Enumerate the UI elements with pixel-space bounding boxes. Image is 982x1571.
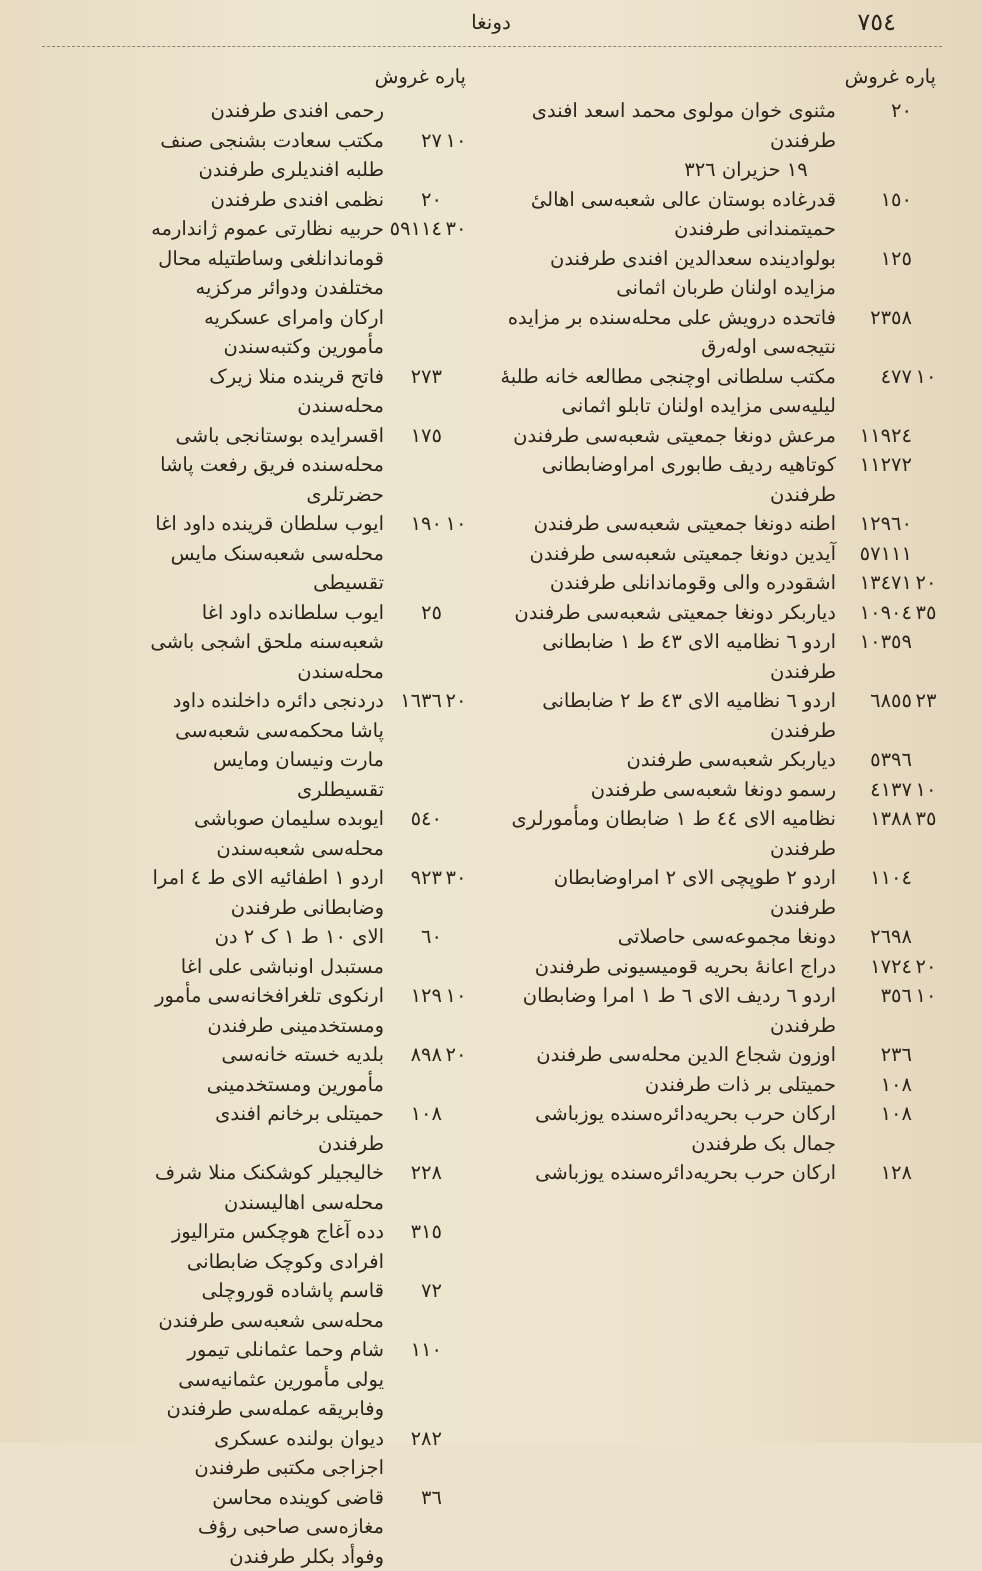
amount	[836, 244, 940, 303]
entry-description: نظامیه الای ٤٤ ط ١ ضابطان ومأمورلری طرفندن	[492, 804, 836, 863]
amount	[384, 804, 470, 863]
entry-description: دیاربکر دونغا جمعیتی شعبه‌سی طرفندن	[492, 598, 836, 628]
entry-description: مرعش دونغا جمعیتی شعبه‌سی طرفندن	[492, 421, 836, 451]
entry-list	[150, 96, 470, 1571]
amount	[836, 952, 940, 982]
ghurush-amount: ٢٦٩٨	[870, 922, 912, 952]
para-amount: ٢٠	[442, 686, 470, 716]
amount	[384, 1099, 470, 1158]
ghurush-amount: ٢٧٣	[411, 362, 442, 392]
ghurush-amount: ٦٠	[421, 922, 442, 952]
amount	[836, 362, 940, 421]
entry-description: بولوادینده سعدالدین افندی طرفندن مزایده اولنان طربان اثمانی	[492, 244, 836, 303]
ghurush-amount: ١٥٠	[881, 185, 912, 215]
amount	[384, 1483, 470, 1571]
ledger-entry	[492, 421, 940, 451]
ghurush-amount: ٤٧٧	[881, 362, 912, 392]
amount	[836, 421, 940, 451]
entry-list	[492, 96, 940, 1188]
ghurush-amount: ١٦٣٦	[400, 686, 442, 716]
para-amount: ١٠	[442, 981, 470, 1011]
ghurush-amount: ٣٦	[421, 1483, 442, 1513]
ledger-entry	[150, 126, 470, 185]
entry-description: دونغا مجموعه‌سی حاصلاتی	[492, 922, 836, 952]
para-amount: ٢٠	[912, 952, 940, 982]
amount	[384, 863, 470, 922]
ledger-entry	[150, 1276, 470, 1335]
ghurush-amount: ١٩٠	[411, 509, 442, 539]
entry-description: حربیه نظارتی عموم ژاندارمه قوماندانلغی وساطتیله محال مختلفدن ودوائر مرکزیه ارکان وامرای عسکریه مأمورین وکتبه‌سندن	[150, 214, 384, 362]
para-amount: ٢٠	[442, 1040, 470, 1070]
column-header-label: پاره غروش	[845, 65, 940, 88]
entry-description: ارکان حرب بحریه‌دائره‌سنده یوزباشی	[492, 1158, 836, 1188]
page-header	[40, 4, 942, 44]
ghurush-amount: ٨٩٨	[411, 1040, 442, 1070]
para-amount: ١٠	[912, 981, 940, 1011]
ghurush-amount: ٢٥	[421, 598, 442, 628]
ghurush-amount: ٥٩١١٤	[390, 214, 442, 244]
ledger-entry	[492, 775, 940, 805]
column-header	[150, 62, 470, 96]
para-amount: ٣٥	[912, 804, 940, 834]
entry-description: دده آغاج هوچکس متراليوز افرادی وکوچک ضابطانی	[150, 1217, 384, 1276]
ledger-entry	[492, 804, 940, 863]
ghurush-amount: ١١٠٤	[870, 863, 912, 893]
ledger-entry	[492, 568, 940, 598]
entry-description: اقسرایده بوستانجی باشی محله‌سنده فریق رفعت پاشا حضرتلری	[150, 421, 384, 510]
entry-description: دردنجی دائره داخلنده داود پاشا محکمه‌سی شعبه‌سی مارت ونیسان ومایس تقسیطلری	[150, 686, 384, 804]
entry-description: الای ١٠ ط ١ ک ٢ دن مستبدل اونباشی علی اغا	[150, 922, 384, 981]
running-title: دونغا	[471, 10, 511, 34]
amount	[384, 1424, 470, 1483]
ledger-entry	[492, 362, 940, 421]
ghurush-amount: ١٢٥	[881, 244, 912, 274]
ghurush-amount: ٢٢٨	[411, 1158, 442, 1188]
entry-description: دراج اعانهٔ بحریه قومیسیونی طرفندن	[492, 952, 836, 982]
ledger-entry	[492, 509, 940, 539]
amount	[836, 1099, 940, 1158]
ghurush-amount: ٥٧١١١	[860, 539, 912, 569]
para-amount: ٢٠	[912, 568, 940, 598]
ledger-entry	[492, 981, 940, 1040]
page-number: ٧٥٤	[857, 8, 896, 36]
left-column	[150, 62, 470, 1571]
ghurush-amount: ٣٥٦	[881, 981, 912, 1011]
ledger-entry	[150, 509, 470, 598]
ghurush-amount: ٥٣٩٦	[870, 745, 912, 775]
ghurush-amount: ١٣٨٨	[870, 804, 912, 834]
ghurush-amount: ٢٣٦	[881, 1040, 912, 1070]
ledger-entry	[150, 922, 470, 981]
entry-description: اشقودره والی وقوماندانلی طرفندن	[492, 568, 836, 598]
ghurush-amount: ١١٢٧٢	[860, 450, 912, 480]
amount	[836, 1040, 940, 1070]
entry-description: اردو ٦ نظامیه الای ٤٣ ط ١ ضابطانی طرفندن	[492, 627, 836, 686]
entry-description: اردو ٦ نظامیه الای ٤٣ ط ٢ ضابطانی طرفندن	[492, 686, 836, 745]
amount	[384, 1040, 470, 1099]
ledger-entry	[150, 598, 470, 687]
para-amount: ١٠	[912, 775, 940, 805]
entry-description: دیاربکر شعبه‌سی طرفندن	[492, 745, 836, 775]
amount	[836, 509, 940, 539]
ledger-entry	[150, 981, 470, 1040]
entry-description: قاسم پاشاده قوروچلی محله‌سی شعبه‌سی طرفندن	[150, 1276, 384, 1335]
amount	[384, 421, 470, 510]
ghurush-amount: ١١٩٢٤	[860, 421, 912, 451]
amount	[836, 922, 940, 952]
ghurush-amount: ٢٣٥٨	[870, 303, 912, 333]
amount	[836, 981, 940, 1040]
column-header-label: پاره غروش	[375, 65, 470, 88]
para-amount: ١٠	[442, 509, 470, 539]
amount	[836, 539, 940, 569]
entry-description: فاتح قرینده منلا زیرک محله‌سندن	[150, 362, 384, 421]
para-amount: ٣٠	[442, 214, 470, 244]
amount	[836, 863, 940, 922]
amount	[836, 686, 940, 745]
ledger-entry	[150, 863, 470, 922]
amount	[836, 185, 940, 244]
ledger-entry	[492, 745, 940, 775]
ledger-entry	[150, 1424, 470, 1483]
ghurush-amount: ٤١٣٧	[870, 775, 912, 805]
entry-description: خالیجیلر کوشکنک منلا شرف محله‌سی اهالیسندن	[150, 1158, 384, 1217]
entry-description: ایوبده سلیمان صوباشی محله‌سی شعبه‌سندن	[150, 804, 384, 863]
date-line: ١٩ حزیران ٣٢٦	[492, 155, 940, 185]
amount	[384, 598, 470, 687]
entry-description: اطنه دونغا جمعیتی شعبه‌سی طرفندن	[492, 509, 836, 539]
amount	[384, 126, 470, 185]
amount	[836, 627, 940, 686]
header-rule	[42, 46, 942, 47]
para-amount: ١٠	[912, 362, 940, 392]
amount	[384, 185, 470, 215]
ledger-entry	[492, 450, 940, 509]
entry-description: بلدیه خسته خانه‌سی مأمورین ومستخدمینی	[150, 1040, 384, 1099]
ghurush-amount: ٢٧	[421, 126, 442, 156]
ghurush-amount: ١٠٩٠٤	[860, 598, 912, 628]
para-amount: ٢٣	[912, 686, 940, 716]
ledger-entry	[492, 185, 940, 244]
ledger-entry	[492, 1070, 940, 1100]
amount	[836, 96, 940, 155]
ghurush-amount: ١٧٢٤	[870, 952, 912, 982]
ledger-entry	[150, 96, 470, 126]
entry-description: مکتب سعادت بشنجی صنف طلبه افندیلری طرفندن	[150, 126, 384, 185]
ghurush-amount: ١٣٤٧١	[860, 568, 912, 598]
entry-description: ایوب سلطانده داود اغا شعبه‌سنه ملحق اشجی باشی محله‌سندن	[150, 598, 384, 687]
amount	[836, 568, 940, 598]
ledger-entry	[150, 1217, 470, 1276]
amount	[836, 804, 940, 863]
ledger-entry	[150, 686, 470, 804]
ledger-entry	[150, 1158, 470, 1217]
entry-description: اردو ٦ ردیف الای ٦ ط ١ امرا وضابطان طرفندن	[492, 981, 836, 1040]
ghurush-amount: ١٢٨	[881, 1158, 912, 1188]
entry-description: ارکان حرب بحریه‌دائره‌سنده یوزباشی جمال بک طرفندن	[492, 1099, 836, 1158]
amount	[836, 745, 940, 775]
ledger-entry	[492, 863, 940, 922]
entry-description: رسمو دونغا شعبه‌سی طرفندن	[492, 775, 836, 805]
ledger-entry	[492, 1099, 940, 1158]
ghurush-amount: ١٠٨	[881, 1070, 912, 1100]
ghurush-amount: ١٧٥	[411, 421, 442, 451]
ghurush-amount: ١٢٩٦٠	[860, 509, 912, 539]
ghurush-amount: ٢٠	[421, 185, 442, 215]
ghurush-amount: ٥٤٠	[411, 804, 442, 834]
ledger-entry	[150, 421, 470, 510]
entry-description: شام وحما عثمانلی تیمور یولی مأمورین عثمانیه‌سی وفابریقه عمله‌سی طرفندن	[150, 1335, 384, 1424]
amount	[384, 214, 470, 362]
amount	[384, 509, 470, 598]
entry-description: قاضی کوینده محاسن مغازه‌سی صاحبی رؤف وفوأد بکلر طرفندن	[150, 1483, 384, 1571]
para-amount: ٣٠	[442, 863, 470, 893]
entry-description: نظمی افندی طرفندن	[150, 185, 384, 215]
ledger-entry	[492, 627, 940, 686]
amount	[384, 1158, 470, 1217]
amount	[384, 981, 470, 1040]
ledger-entry	[150, 362, 470, 421]
entry-description: اوزون شجاع الدین محله‌سی طرفندن	[492, 1040, 836, 1070]
entry-description: اردو ١ اطفائیه الای ط ٤ امرا وضابطانی طرفندن	[150, 863, 384, 922]
amount	[384, 1217, 470, 1276]
ledger-entry	[492, 922, 940, 952]
ghurush-amount: ١٢٩	[411, 981, 442, 1011]
ledger-entry	[150, 1483, 470, 1571]
entry-description: ارنکوی تلغرافخانه‌سی مأمور ومستخدمینی طرفندن	[150, 981, 384, 1040]
entry-description: ایوب سلطان قرینده داود اغا محله‌سی شعبه‌سنک مایس تقسیطی	[150, 509, 384, 598]
ledger-entry	[492, 244, 940, 303]
amount	[384, 1276, 470, 1335]
right-column	[492, 62, 940, 1188]
ghurush-amount: ٢٠	[891, 96, 912, 126]
entry-description: آیدین دونغا جمعیتی شعبه‌سی طرفندن	[492, 539, 836, 569]
ledger-entry	[492, 598, 940, 628]
ghurush-amount: ١٠٨	[411, 1099, 442, 1129]
entry-description: مثنوی خوان مولوی محمد اسعد افندی طرفندن	[492, 96, 836, 155]
entry-description: مکتب سلطانی اوچنجی مطالعه خانه طلبهٔ لیلیه‌سی مزایده اولنان تابلو اثمانی	[492, 362, 836, 421]
amount	[384, 922, 470, 981]
amount	[836, 1158, 940, 1188]
ghurush-amount: ٣١٥	[411, 1217, 442, 1247]
amount	[836, 1070, 940, 1100]
ghurush-amount: ١٠٣٥٩	[860, 627, 912, 657]
ledger-entry	[492, 1040, 940, 1070]
ledger-entry	[150, 1335, 470, 1424]
ledger-entry	[150, 214, 470, 362]
ghurush-amount: ٢٨٢	[411, 1424, 442, 1454]
ledger-entry	[150, 1040, 470, 1099]
amount	[384, 362, 470, 421]
amount	[836, 775, 940, 805]
ledger-entry	[492, 539, 940, 569]
amount	[384, 686, 470, 804]
entry-description: دیوان بولنده عسکری اجزاجی مکتبی طرفندن	[150, 1424, 384, 1483]
ledger-entry	[492, 952, 940, 982]
ledger-entry	[150, 1099, 470, 1158]
amount	[836, 303, 940, 362]
ghurush-amount: ١٠٨	[881, 1099, 912, 1129]
entry-description: فاتحده درویش علی محله‌سنده بر مزایده نتیجه‌سی اوله‌رق	[492, 303, 836, 362]
para-amount: ٣٥	[912, 598, 940, 628]
ghurush-amount: ١١٠	[411, 1335, 442, 1365]
entry-description: حمیتلی بر ذات طرفندن	[492, 1070, 836, 1100]
ledger-entry	[492, 686, 940, 745]
ledger-entry	[150, 185, 470, 215]
ledger-entry	[492, 1158, 940, 1188]
ghurush-amount: ٧٢	[421, 1276, 442, 1306]
amount	[384, 1335, 470, 1424]
amount	[836, 598, 940, 628]
entry-description: رحمی افندی طرفندن	[150, 96, 384, 126]
entry-description: حمیتلی برخانم افندی طرفندن	[150, 1099, 384, 1158]
para-amount: ١٠	[442, 126, 470, 156]
ghurush-amount: ٩٢٣	[411, 863, 442, 893]
entry-description: قدرغاده بوستان عالی شعبه‌سی اهالیٔ حمیتمندانی طرفندن	[492, 185, 836, 244]
ledger-entry	[150, 804, 470, 863]
entry-description: اردو ٢ طوپچی الای ٢ امراوضابطان طرفندن	[492, 863, 836, 922]
ledger-entry	[492, 303, 940, 362]
ghurush-amount: ٦٨٥٥	[870, 686, 912, 716]
entry-description: کوتاهیه ردیف طابوری امراوضابطانی طرفندن	[492, 450, 836, 509]
ledger-entry	[492, 96, 940, 155]
column-header	[492, 62, 940, 96]
amount	[384, 96, 470, 126]
amount	[836, 450, 940, 509]
